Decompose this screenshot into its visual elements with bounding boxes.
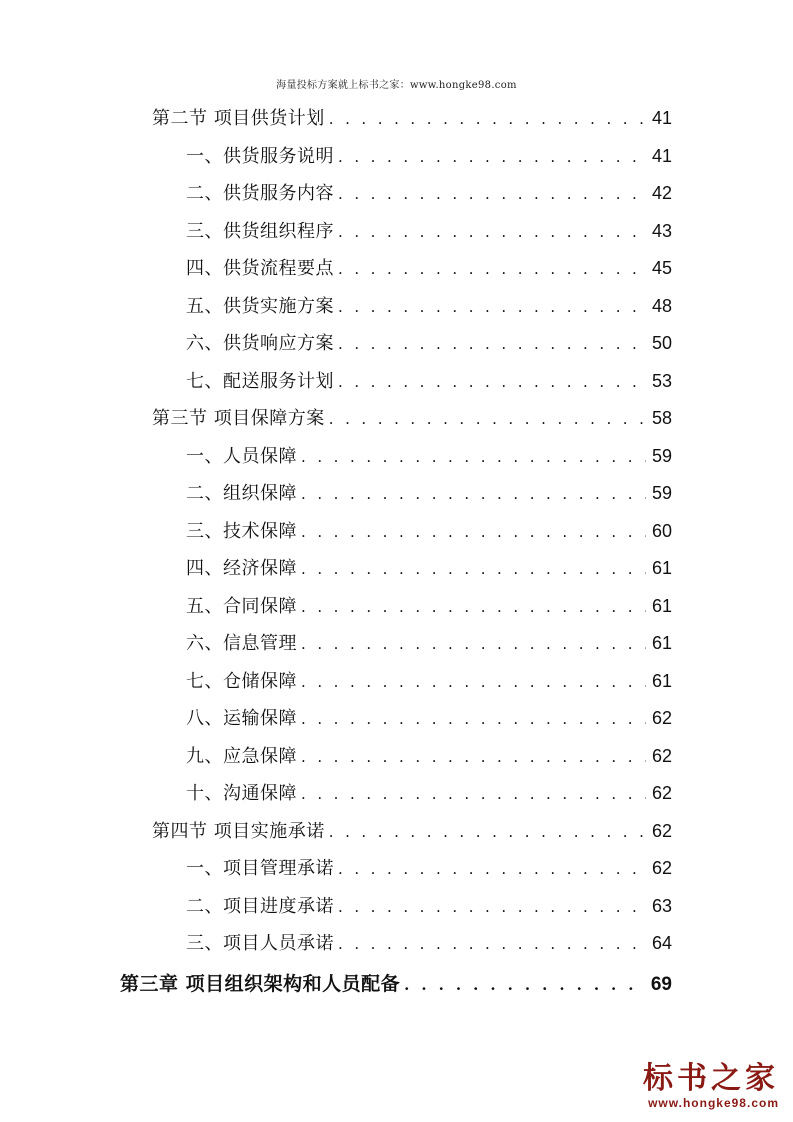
toc-entry-section[interactable] (152, 104, 672, 134)
toc-dot-leader (338, 223, 646, 241)
toc-dot-leader (338, 260, 646, 278)
toc-dot-leader (329, 823, 646, 841)
watermark-logo (619, 1062, 779, 1110)
toc-dot-leader (338, 298, 646, 316)
toc-entry-page-number: 62 (651, 820, 672, 841)
toc-dot-leader (338, 185, 646, 203)
toc-entry-item[interactable] (186, 704, 672, 734)
toc-entry-item[interactable] (186, 592, 672, 622)
toc-entry-title: 二、组织保障 (186, 483, 297, 504)
toc-entry-page-number: 41 (651, 145, 672, 166)
toc-entry-item[interactable] (186, 367, 672, 397)
toc-entry-page-number: 58 (651, 408, 672, 428)
toc-entry-item[interactable] (186, 217, 672, 247)
toc-entry-title: 第四节 项目实施承诺 (152, 820, 325, 842)
toc-entry-item[interactable] (186, 517, 672, 547)
toc-entry-page-number: 62 (651, 783, 672, 803)
toc-dot-leader (301, 560, 646, 578)
toc-entry-page-number: 62 (651, 858, 672, 878)
watermark-url: www.hongke98.com (648, 1096, 779, 1110)
toc-entry-page-number: 41 (651, 108, 672, 128)
toc-entry-page-number: 62 (651, 708, 672, 728)
toc-entry-title: 七、配送服务计划 (186, 370, 334, 392)
toc-entry-page-number: 43 (651, 220, 672, 241)
toc-dot-leader (338, 373, 646, 391)
toc-dot-leader (301, 785, 646, 803)
toc-entry-title: 九、应急保障 (186, 745, 297, 767)
toc-entry-title: 六、信息管理 (186, 633, 297, 654)
toc-entry-item[interactable] (186, 667, 672, 697)
toc-entry-page-number: 61 (651, 558, 672, 578)
page-header: 海量投标方案就上标书之家：www.hongke98.com (276, 80, 517, 91)
toc-dot-leader (338, 898, 646, 916)
toc-entry-item[interactable] (186, 254, 672, 284)
toc-entry-item[interactable] (186, 929, 672, 959)
toc-entry-item[interactable] (186, 329, 672, 359)
toc-dot-leader (338, 148, 646, 166)
toc-entry-page-number: 53 (651, 370, 672, 391)
toc-entry-title: 一、供货服务说明 (186, 145, 334, 167)
toc-entry-title: 八、运输保障 (186, 708, 297, 729)
toc-entry-page-number: 69 (650, 973, 672, 995)
toc-dot-leader (338, 860, 646, 878)
toc-entry-title: 四、经济保障 (186, 558, 297, 579)
toc-entry-page-number: 60 (651, 520, 672, 541)
toc-dot-leader (301, 710, 646, 728)
toc-entry-item[interactable] (186, 629, 672, 659)
toc-dot-leader (301, 523, 646, 541)
toc-dot-leader (301, 598, 646, 616)
toc-entry-page-number: 64 (651, 933, 672, 953)
toc-entry-item[interactable] (186, 854, 672, 884)
watermark-name: 标书之家 (643, 1061, 779, 1096)
toc-entry-title: 二、供货服务内容 (186, 183, 334, 204)
toc-entry-item[interactable] (186, 742, 672, 772)
toc-entry-title: 第二节 项目供货计划 (152, 108, 325, 129)
toc-entry-page-number: 61 (651, 633, 672, 653)
toc-entry-page-number: 45 (651, 258, 672, 278)
toc-entry-title: 五、供货实施方案 (186, 295, 334, 317)
toc-entry-page-number: 50 (651, 333, 672, 353)
toc-entry-item[interactable] (186, 479, 672, 509)
toc-dot-leader (301, 448, 646, 466)
toc-entry-title: 第三节 项目保障方案 (152, 408, 325, 429)
toc-dot-leader (329, 110, 646, 128)
toc-entry-section[interactable] (152, 817, 672, 847)
toc-entry-title: 二、项目进度承诺 (186, 895, 334, 917)
toc-entry-title: 六、供货响应方案 (186, 333, 334, 354)
toc-entry-page-number: 59 (651, 483, 672, 503)
toc-dot-leader (301, 485, 646, 503)
toc-entry-title: 三、技术保障 (186, 520, 297, 542)
toc-dot-leader (338, 935, 646, 953)
toc-entry-page-number: 42 (651, 183, 672, 203)
toc-entry-page-number: 63 (651, 895, 672, 916)
toc-entry-item[interactable] (186, 554, 672, 584)
toc-entry-title: 三、项目人员承诺 (186, 933, 334, 954)
toc-entry-item[interactable] (186, 779, 672, 809)
toc-entry-item[interactable] (186, 292, 672, 322)
toc-entry-title: 第三章 项目组织架构和人员配备 (120, 972, 401, 995)
toc-entry-page-number: 61 (651, 670, 672, 691)
toc-entry-item[interactable] (186, 179, 672, 209)
toc-entry-title: 五、合同保障 (186, 595, 297, 617)
toc-entry-title: 四、供货流程要点 (186, 258, 334, 279)
toc-entry-page-number: 59 (651, 445, 672, 466)
toc-dot-leader (301, 673, 646, 691)
toc-dot-leader (329, 410, 646, 428)
toc-entry-item[interactable] (186, 892, 672, 922)
toc-entry-title: 三、供货组织程序 (186, 220, 334, 242)
toc-entry-title: 十、沟通保障 (186, 783, 297, 804)
toc-entry-item[interactable] (186, 442, 672, 472)
toc-entry-item[interactable] (186, 142, 672, 172)
toc-entry-title: 七、仓储保障 (186, 670, 297, 692)
toc-entry-section[interactable] (152, 404, 672, 434)
toc-entry-chapter[interactable] (120, 969, 672, 999)
toc-dot-leader (338, 335, 646, 353)
toc-entry-page-number: 62 (651, 745, 672, 766)
toc-entry-page-number: 61 (651, 595, 672, 616)
toc-dot-leader (301, 635, 646, 653)
toc-dot-leader (301, 748, 646, 766)
toc-dot-leader (404, 976, 646, 994)
toc-entry-title: 一、人员保障 (186, 445, 297, 467)
toc-entry-page-number: 48 (651, 295, 672, 316)
toc-entry-title: 一、项目管理承诺 (186, 858, 334, 879)
